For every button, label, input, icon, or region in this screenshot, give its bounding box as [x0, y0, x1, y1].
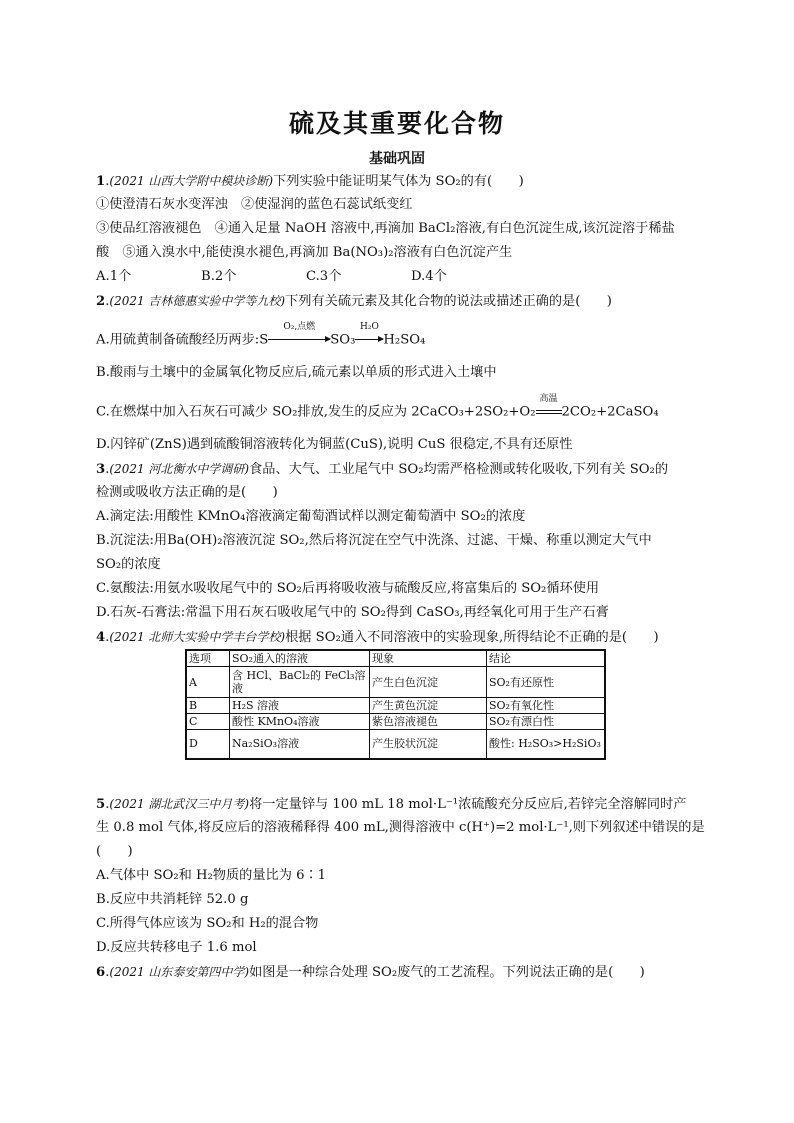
- q2-option-c: [96, 394, 706, 422]
- q3-option-b: B.沉淀法:用Ba(OH)₂溶液沉淀 SO₂,然后将沉淀在空气中洗涤、过滤、干燥、称重以测定大气中: [96, 533, 652, 548]
- q3-stem: 3.(2021 河北衡水中学调研)食品、大气、工业尾气中 SO₂均需严格检测或转化吸收,下列有关 SO₂的: [96, 462, 669, 477]
- q3-text: 食品、大气、工业尾气中 SO₂均需严格检测或转化吸收,下列有关 SO₂的: [249, 462, 669, 477]
- q1-option-c: C.3个: [306, 269, 342, 284]
- q6-source: (2021 山东泰安第四中学): [109, 965, 250, 979]
- high-temp-sign: [536, 394, 562, 421]
- q2-source: (2021 吉林德惠实验中学等九校): [109, 294, 286, 308]
- q4-number: 4: [96, 630, 106, 645]
- q2-option-d: D.闪锌矿(ZnS)遇到硫酸铜溶液转化为铜蓝(CuS),说明 CuS 很稳定,不具有还原性: [96, 437, 573, 452]
- q2-c-prefix: C.在燃煤中加入石灰石可减少 SO₂排放,发生的反应为 2CaCO₃+2SO₂+O₂: [96, 404, 536, 420]
- table-header-cell: 选项: [186, 650, 230, 667]
- q3-option-b-cont: SO₂的浓度: [96, 557, 161, 572]
- q4-table: [185, 649, 606, 760]
- q5-stem-cont: 生 0.8 mol 气体,将反应后的溶液稀释得 400 mL,测得溶液中 c(H⁺)=2 mol·L⁻¹,则下列叙述中错误的是: [96, 820, 705, 835]
- q3-option-a: A.滴定法:用酸性 KMnO₄溶液滴定葡萄酒试样以测定葡萄酒中 SO₂的浓度: [96, 509, 526, 524]
- q2-option-a: [96, 322, 706, 350]
- page-title: 硫及其重要化合物: [288, 109, 505, 138]
- q3-option-c: C.氨酸法:用氨水吸收尾气中的 SO₂后再将吸收液与硫酸反应,将富集后的 SO₂循环使用: [96, 581, 600, 596]
- reaction-arrow-2: [355, 322, 383, 349]
- q3-number: 3: [96, 462, 106, 477]
- q1-options: [96, 268, 706, 286]
- q5-option-b: B.反应中共消耗锌 52.0 g: [96, 892, 249, 907]
- q5-answer-blank: ( ): [96, 844, 133, 859]
- q5-option-d: D.反应共转移电子 1.6 mol: [96, 940, 257, 955]
- table-row: [186, 714, 605, 730]
- table-cell: C: [186, 714, 230, 730]
- q1-option-a: A.1个: [96, 269, 132, 284]
- table-cell: 产生黄色沉淀: [370, 698, 487, 714]
- q5-stem: 5.(2021 湖北武汉三中月考)将一定量锌与 100 mL 18 mol·L⁻¹浓硫酸充分反应后,若锌完全溶解同时产: [96, 797, 687, 812]
- q4-text: 根据 SO₂通入不同溶液中的实验现象,所得结论不正确的是( ): [285, 630, 659, 645]
- q1-line4: 酸 ⑤通入溴水中,能使溴水褪色,再滴加 Ba(NO₃)₂溶液有白色沉淀产生: [96, 245, 513, 260]
- q5-option-a: A.气体中 SO₂和 H₂物质的量比为 6∶1: [96, 868, 327, 883]
- table-header-cell: SO₂通入的溶液: [230, 650, 370, 667]
- table-row: [186, 730, 605, 759]
- table-cell: 产生胶状沉淀: [370, 730, 487, 759]
- table-cell: 产生白色沉淀: [370, 667, 487, 698]
- reaction-arrow-2-label: H₂O: [359, 322, 379, 332]
- table-cell: 酸性: H₂SO₃>H₂SiO₃: [487, 730, 606, 759]
- q5-number: 5: [96, 797, 106, 812]
- table-cell: 酸性 KMnO₄溶液: [230, 714, 370, 730]
- table-cell: SO₂有还原性: [487, 667, 606, 698]
- table-header-cell: 结论: [487, 650, 606, 667]
- q3-source: (2021 河北衡水中学调研): [109, 462, 250, 476]
- table-row: [186, 698, 605, 714]
- table-cell: SO₂有氧化性: [487, 698, 606, 714]
- q2-a-suffix: H₂SO₄: [383, 332, 426, 348]
- q1-stem: 1.(2021 山西大学附中模块诊断)下列实验中能证明某气体为 SO₂的有( ): [96, 174, 524, 189]
- table-cell: 含 HCl、BaCl₂的 FeCl₃溶液: [230, 667, 370, 698]
- q4-stem: 4.(2021 北师大实验中学丰台学校)根据 SO₂通入不同溶液中的实验现象,所得结论不正确的是( ): [96, 630, 659, 645]
- q3-option-d: D.石灰-石膏法:常温下用石灰石吸收尾气中的 SO₂得到 CaSO₃,再经氧化可用于生产石膏: [96, 605, 609, 620]
- q2-c-suffix: 2CO₂+2CaSO₄: [561, 404, 659, 420]
- table-cell: D: [186, 730, 230, 759]
- q2-stem: 2.(2021 吉林德惠实验中学等九校)下列有关硫元素及其化合物的说法或描述正确的是( ): [96, 294, 612, 309]
- table-cell: A: [186, 667, 230, 698]
- q5-option-c: C.所得气体应该为 SO₂和 H₂的混合物: [96, 916, 319, 931]
- q3-stem-cont: 检测或吸收方法正确的是( ): [96, 485, 278, 500]
- q1-line2: ①使澄清石灰水变浑浊 ②使湿润的蓝色石蕊试纸变红: [96, 197, 413, 212]
- table-cell: H₂S 溶液: [230, 698, 370, 714]
- q5-source: (2021 湖北武汉三中月考): [109, 797, 250, 811]
- q1-option-b: B.2个: [201, 269, 237, 284]
- section-title: 基础巩固: [369, 151, 425, 167]
- table-cell: B: [186, 698, 230, 714]
- q2-option-b: B.酸雨与土壤中的金属氧化物反应后,硫元素以单质的形式进入土壤中: [96, 365, 497, 380]
- q2-text: 下列有关硫元素及其化合物的说法或描述正确的是( ): [285, 294, 612, 309]
- table-cell: 紫色溶液褪色: [370, 714, 487, 730]
- q1-line3: ③使品红溶液褪色 ④通入足量 NaOH 溶液中,再滴加 BaCl₂溶液,有白色沉淀生成,该沉淀溶于稀盐: [96, 221, 675, 236]
- q5-text: 将一定量锌与 100 mL 18 mol·L⁻¹浓硫酸充分反应后,若锌完全溶解同时产: [249, 797, 687, 812]
- q1-option-d: D.4个: [411, 269, 447, 284]
- reaction-arrow-1: [268, 322, 330, 349]
- table-row: [186, 667, 605, 698]
- table-cell: SO₂有漂白性: [487, 714, 606, 730]
- q1-number: 1: [96, 174, 106, 189]
- reaction-arrow-1-label: O₂,点燃: [283, 322, 316, 332]
- q1-source: (2021 山西大学附中模块诊断): [109, 174, 274, 188]
- table-cell: Na₂SiO₃溶液: [230, 730, 370, 759]
- q6-number: 6: [96, 965, 106, 980]
- q2-number: 2: [96, 294, 106, 309]
- q2-a-prefix: A.用硫黄制备硫酸经历两步:S: [96, 332, 269, 348]
- q1-text: 下列实验中能证明某气体为 SO₂的有( ): [273, 174, 524, 189]
- table-header-row: [186, 650, 605, 667]
- table-header-cell: 现象: [370, 650, 487, 667]
- q4-source: (2021 北师大实验中学丰台学校): [109, 630, 286, 644]
- q6-text: 如图是一种综合处理 SO₂废气的工艺流程。下列说法正确的是( ): [249, 965, 645, 980]
- q6-stem: 6.(2021 山东泰安第四中学)如图是一种综合处理 SO₂废气的工艺流程。下列说法正确的是( ): [96, 965, 645, 980]
- q2-a-middle: SO₃: [330, 332, 356, 348]
- high-temp-label: 高温: [539, 394, 558, 404]
